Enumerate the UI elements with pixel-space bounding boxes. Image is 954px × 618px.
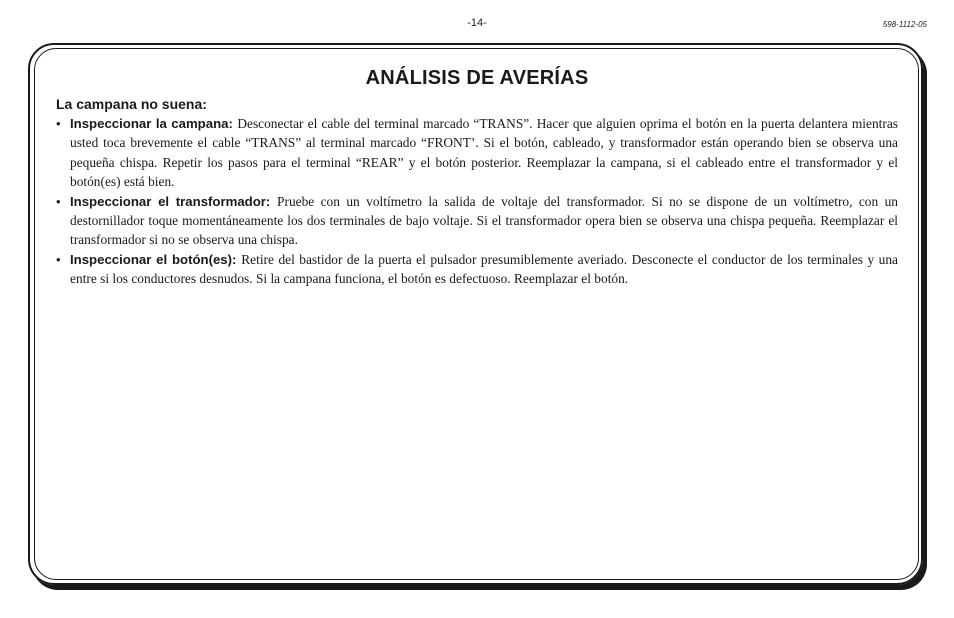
document-code: 598-1112-05 — [882, 20, 927, 29]
item-lead: Inspeccionar la campana: — [70, 116, 238, 131]
list-item — [56, 192, 898, 250]
troubleshooting-list — [56, 114, 898, 289]
section-title: ANÁLISIS DE AVERÍAS — [365, 67, 589, 89]
item-text: Desconectar el cable del terminal marcado “TRANS”. Hacer que alguien oprima el botón en la puerta delantera mientras usted toca brevemente el cable “TRANS” al terminal marcado “FRONT’. Si el botón, cableado, y transformador están operando bien se observa una pequeña chispa. Repetir los pasos para el terminal “REAR” y el botón posterior. Reemplazar la campana, si el cableado entre el transformador y el botón(es) está bien. — [70, 116, 898, 190]
bullet-icon: • — [56, 251, 61, 267]
troubleshooting-section — [56, 62, 898, 289]
bullet-icon: • — [56, 193, 61, 209]
item-text: Retire del bastidor de la puerta el pulsador presumiblemente averiado. Desconecte el conductor de los terminales y una entre si los conductores desnudos. Si la campana funciona, el botón es defectuoso. Reemplazar el botón. — [70, 251, 898, 287]
item-lead: Inspeccionar el botón(es): — [70, 251, 242, 267]
section-subtitle: La campana no suena: — [56, 96, 207, 112]
list-item — [56, 114, 898, 192]
item-text: Pruebe con un voltímetro la salida de voltaje del transformador. Si no se dispone de un voltímetro, con un destornillador toque momentáneamente los dos terminales de bajo voltaje. Si el transformador opera bien se observa una chispa pequeña. Reemplazar el transformador si no se observa una chispa. — [70, 193, 898, 248]
item-lead: Inspeccionar el transformador: — [70, 193, 278, 209]
list-item — [56, 250, 898, 289]
page-number: -14- — [467, 17, 487, 29]
bullet-icon: • — [56, 116, 61, 131]
